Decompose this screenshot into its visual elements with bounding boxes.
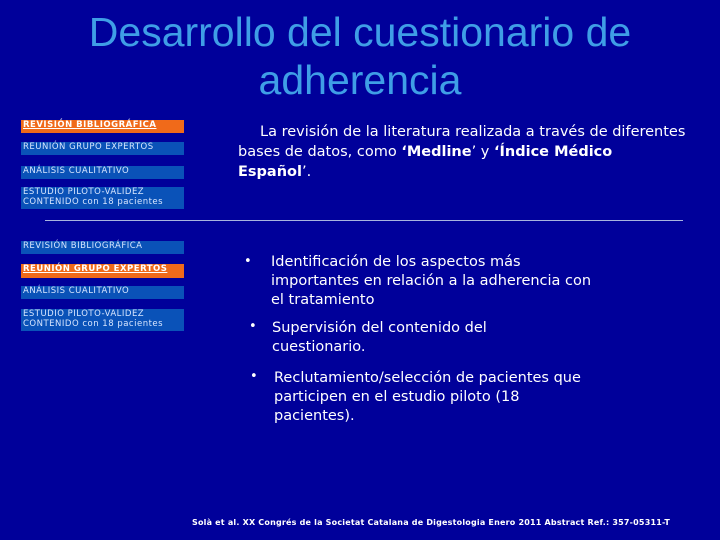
bullet-item-1: Identificación de los aspectos más importantes en relación a la adherencia con el tratamiento (271, 254, 592, 308)
bottom-step-estudio (21, 309, 184, 331)
intro-medline: ‘Medline (401, 144, 472, 160)
intro-text-before: La revisión de la literatura realizada a través de diferentes bases de datos, como (238, 124, 686, 160)
bottom-step-estudio-line2: CONTENIDO con 18 pacientes (23, 319, 164, 329)
intro-text-after: ’. (301, 164, 312, 180)
top-step-estudio-line2: CONTENIDO con 18 pacientes (23, 197, 164, 207)
bullet-item-2: Supervisión del contenido del cuestionario. (272, 320, 487, 355)
bottom-step-reunion: REUNIÓN GRUPO EXPERTOS (21, 264, 184, 278)
top-step-revision: REVISIÓN BIBLIOGRÁFICA (21, 120, 184, 133)
bullet-item-3: Reclutamiento/selección de pacientes que participen en el estudio piloto (18 pacientes). (274, 370, 581, 424)
bottom-step-revision: REVISIÓN BIBLIOGRÁFICA (21, 241, 184, 254)
top-step-estudio (21, 187, 184, 209)
bottom-step-estudio-line1: ESTUDIO PILOTO-VALIDEZ (23, 309, 145, 319)
top-step-reunion: REUNIÓN GRUPO EXPERTOS (21, 142, 184, 155)
footer-citation: Solà et al. XX Congrés de la Societat Catalana de Digestologia Enero 2011 Abstract Ref.: 357-05311-T (192, 518, 670, 527)
top-step-analisis: ANÁLISIS CUALITATIVO (21, 166, 184, 179)
intro-indice: ‘Índice Médico Español (238, 144, 613, 180)
page-title: Desarrollo del cuestionario de adherencia (88, 9, 632, 103)
bullet-dot-1: • (244, 254, 252, 269)
bottom-step-analisis: ANÁLISIS CUALITATIVO (21, 286, 184, 299)
bullet-dot-3: • (250, 369, 258, 384)
divider-line (45, 220, 683, 221)
intro-sep: ’ y (471, 144, 495, 160)
bullet-dot-2: • (249, 319, 257, 334)
top-step-estudio-line1: ESTUDIO PILOTO-VALIDEZ (23, 187, 145, 197)
intro-paragraph (238, 122, 686, 182)
